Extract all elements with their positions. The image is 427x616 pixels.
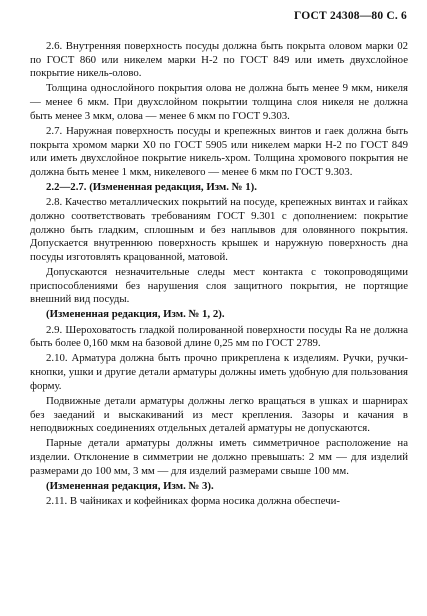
- body-text: [30, 40, 408, 510]
- revision-note-3: (Измененная редакция, Изм. № 3).: [46, 479, 214, 492]
- revision-note-2: (Измененная редакция, Изм. № 1, 2).: [46, 308, 225, 321]
- page-header: ГОСТ 24308—80 С. 6: [294, 10, 407, 22]
- revision-note-1: 2.2—2.7. (Измененная редакция, Изм. № 1).: [46, 181, 257, 194]
- paragraph-2-9: 2.9. Шероховатость гладкой полированной поверхности посуды Ra не должна быть более 0,160 мкм на базовой длине 0,25 мм по ГОСТ 2789.: [30, 323, 408, 350]
- paragraph-2-6: 2.6. Внутренняя поверхность посуды должна быть покрыта оловом марки 02 по ГОСТ 860 или никелем марки Н-2 по ГОСТ 849 или иметь двухслойное покрытие никель-олово.: [30, 40, 408, 80]
- paragraph-2-10: 2.10. Арматура должна быть прочно прикреплена к изделиям. Ручки, ручки-кнопки, ушки и другие детали арматуры должны иметь удобную для пользования форму.: [30, 352, 408, 392]
- paragraph-2-11: 2.11. В чайниках и кофейниках форма носика должна обеспечи-: [46, 495, 341, 507]
- paragraph-paired-parts: Парные детали арматуры должны иметь симметричное расположение на изделии. Отклонение в симметрии не должно превышать: 2 мм — для изделий размерами до 100 мм, 3 мм — для изделий размерами свыше 100 мм.: [30, 437, 408, 477]
- paragraph-2-7: 2.7. Наружная поверхность посуды и крепежных винтов и гаек должна быть покрыта хромом марки Х0 по ГОСТ 5905 или никелем марки Н-2 по ГОСТ 849 или иметь двухслойное покрытие никель-хром. Толщина хромового покрытия не должна быть менее 1 мкм, никелевого — менее 6 мкм по ГОСТ 9.303.: [30, 124, 408, 178]
- paragraph-coating-thickness: Толщина однослойного покрытия олова не должна быть менее 9 мкм, никеля — менее 6 мкм. При двухслойном покрытии толщина слоя никеля не должна быть менее 3 мкм, олова — менее 6 мкм по ГОСТ 9.303.: [30, 82, 408, 122]
- paragraph-contact-traces: Допускаются незначительные следы мест контакта с токопроводящими приспособлениями без нарушения слоя защитного покрытия, не портящие внешний вид посуды.: [30, 266, 408, 306]
- paragraph-2-8: 2.8. Качество металлических покрытий на посуде, крепежных винтах и гайках должно соответствовать требованиям ГОСТ 9.301 с дополнением: покрытие должно быть гладким, сплошным и без наплывов для оловянного покрытия. Допускается внутреннюю поверхность крышек и наружную поверхность дна посуды изготовлять крацованной, матовой.: [30, 196, 408, 263]
- paragraph-moving-parts: Подвижные детали арматуры должны легко вращаться в ушках и шарнирах без заеданий и выскакиваний из мест крепления. Зазоры и качания в неподвижных соединениях отдельных деталей арматуры не допускаются.: [30, 394, 408, 435]
